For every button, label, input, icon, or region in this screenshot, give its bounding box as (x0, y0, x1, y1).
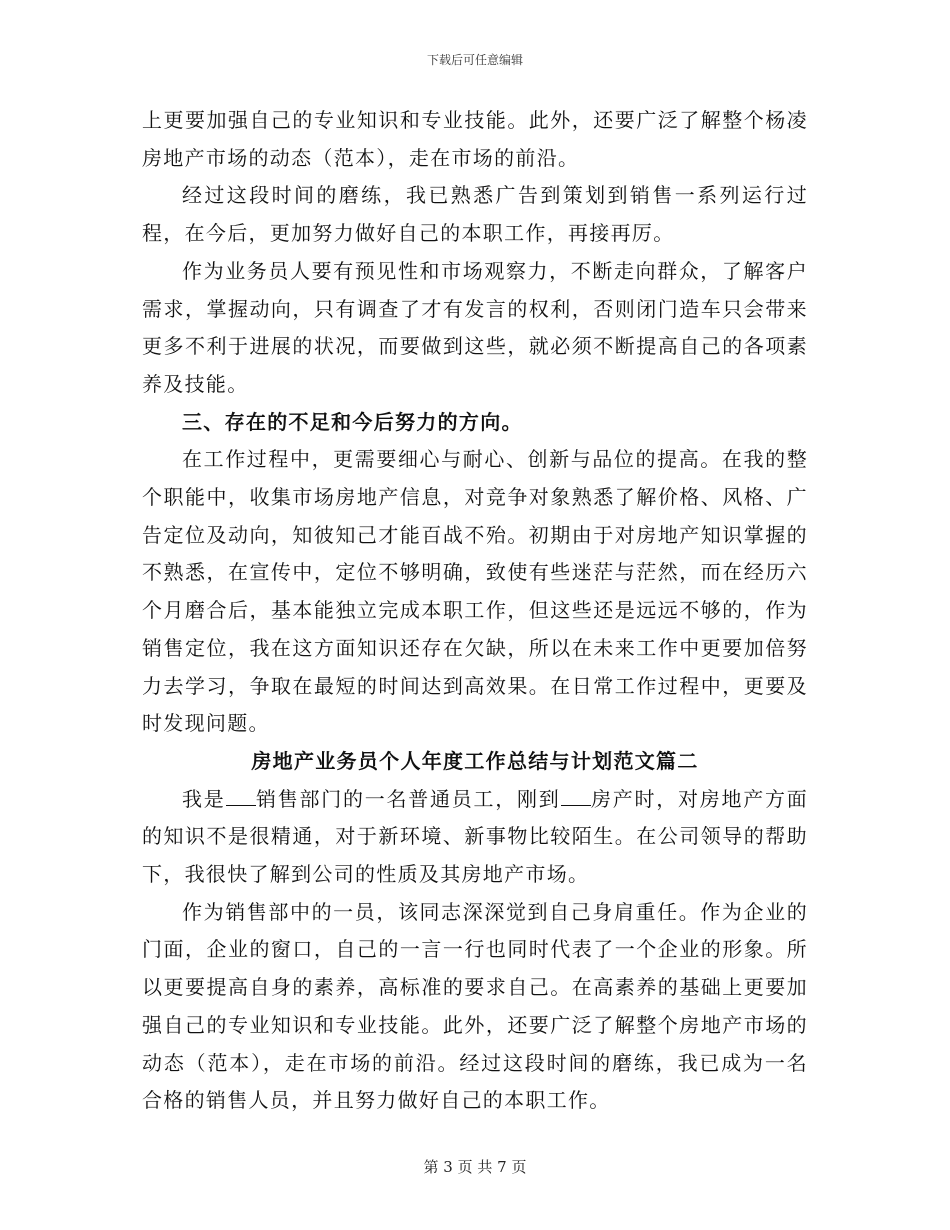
blank-underline (561, 787, 591, 806)
paragraph-5 (142, 781, 808, 894)
blank-underline (226, 787, 256, 806)
page-header: 下载后可任意编辑 (426, 53, 523, 67)
paragraph-5-part-a: 我是 (182, 786, 226, 811)
paragraph-6: 作为销售部中的一员，该同志深深觉到自己身肩重任。作为企业的门面，企业的窗口，自己的一言一行也同时代表了一个企业的形象。所以更要提高自身的素养，高标准的要求自己。在高素养的基础上更要加强自己的专业知识和专业技能。此外，还要广泛了解整个房地产市场的动态（范本），走在市场的前沿。经过这段时间的磨练，我已成为一名合格的销售人员，并且努力做好自己的本职工作。 (142, 899, 808, 1113)
paragraph-5-part-c: 房产时，对房地产方面的知识不是很精通，对于新环境、新事物比较陌生。在公司领导的帮助下，我很快了解到公司的性质及其房地产市场。 (142, 786, 809, 887)
paragraph-5-part-b: 销售部门的一名普通员工，刚到 (255, 786, 561, 811)
page-footer: 第 3 页 共 7 页 (423, 1158, 527, 1176)
article-title-2: 房地产业务员个人年度工作总结与计划范文篇二 (251, 748, 699, 773)
paragraph-2: 经过这段时间的磨练，我已熟悉广告到策划到销售一系列运行过程，在今后，更加努力做好自己的本职工作，再接再厉。 (142, 183, 808, 246)
paragraph-4: 在工作过程中，更需要细心与耐心、创新与品位的提高。在我的整个职能中，收集市场房地产信息，对竞争对象熟悉了解价格、风格、广告定位及动向，知彼知己才能百战不殆。初期由于对房地产知识掌握的不熟悉，在宣传中，定位不够明确，致使有些迷茫与茫然，而在经历六个月磨合后，基本能独立完成本职工作，但这些还是远远不够的，作为销售定位，我在这方面知识还存在欠缺，所以在未来工作中更要加倍努力去学习，争取在最短的时间达到高效果。在日常工作过程中，更要及时发现问题。 (142, 447, 808, 736)
paragraph-1: 上更要加强自己的专业知识和专业技能。此外，还要广泛了解整个杨凌房地产市场的动态（范本），走在市场的前沿。 (142, 108, 808, 170)
section-heading-3: 三、存在的不足和今后努力的方向。 (182, 409, 523, 434)
document-body (142, 102, 808, 1120)
paragraph-3: 作为业务员人要有预见性和市场观察力，不断走向群众，了解客户需求，掌握动向，只有调查了才有发言的权利，否则闭门造车只会带来更多不利于进展的状况，而要做到这些，就必须不断提高自己的各项素养及技能。 (142, 258, 808, 396)
